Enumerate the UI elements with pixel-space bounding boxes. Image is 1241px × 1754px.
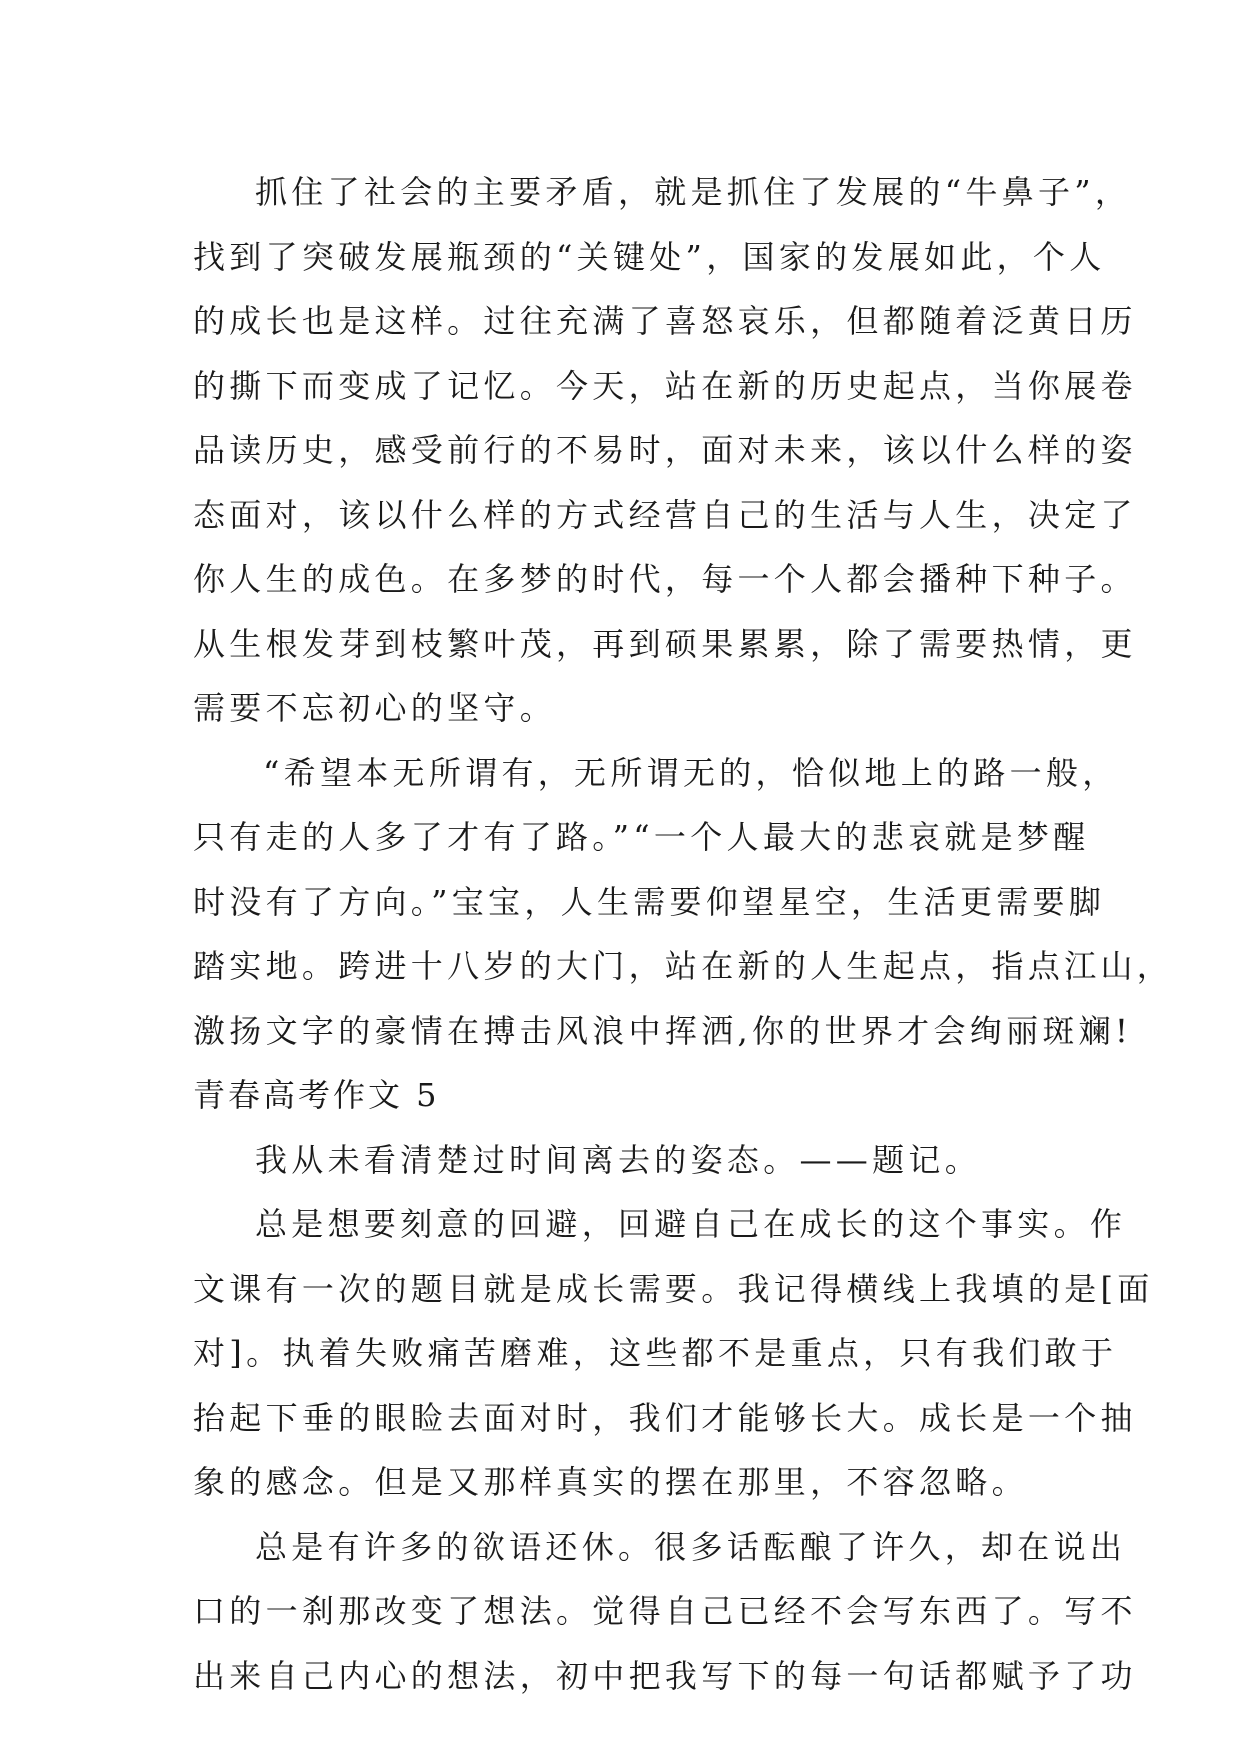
paragraph-line: 对]。执着失败痛苦磨难，这些都不是重点，只有我们敢于 (193, 1334, 1118, 1372)
paragraph-line: 踏实地。跨进十八岁的大门，站在新的人生起点，指点江山， (193, 947, 1174, 985)
paragraph-line: 的成长也是这样。过往充满了喜怒哀乐，但都随着泛黄日历 (193, 302, 1137, 340)
paragraph-line: 从生根发芽到枝繁叶茂，再到硕果累累，除了需要热情，更 (193, 624, 1137, 663)
paragraph-line: 找到了突破发展瓶颈的“关键处”，国家的发展如此，个人 (193, 237, 1106, 276)
paragraph-line: 品读历史，感受前行的不易时，面对未来，该以什么样的姿 (193, 431, 1137, 469)
paragraph-line: 总是有许多的欲语还休。很多话酝酿了许久，却在说出 (255, 1527, 1127, 1566)
section-heading: 青春高考作文 5 (193, 1076, 440, 1114)
document-body (193, 160, 1174, 1708)
paragraph-line: “希望本无所谓有，无所谓无的，恰似地上的路一般， (263, 753, 1119, 792)
paragraph-line: 的撕下而变成了记忆。今天，站在新的历史起点，当你展卷 (193, 366, 1137, 405)
paragraph-line: 你人生的成色。在多梦的时代，每一个人都会播种下种子。 (193, 560, 1137, 598)
paragraph-line: 激扬文字的豪情在搏击风浪中挥洒,你的世界才会绚丽斑斓! (193, 1011, 1133, 1050)
paragraph-line: 象的感念。但是又那样真实的摆在那里，不容忽略。 (193, 1463, 1028, 1501)
paragraph-line: 抬起下垂的眼睑去面对时，我们才能够长大。成长是一个抽 (193, 1398, 1137, 1437)
paragraph-line: 口的一刹那改变了想法。觉得自己已经不会写东西了。写不 (193, 1592, 1137, 1630)
paragraph-line: 文课有一次的题目就是成长需要。我记得横线上我填的是[面 (193, 1269, 1154, 1308)
paragraph-line: 抓住了社会的主要矛盾，就是抓住了发展的“牛鼻子”， (255, 173, 1132, 211)
paragraph-line: 态面对，该以什么样的方式经营自己的生活与人生，决定了 (193, 495, 1137, 534)
paragraph-line: 时没有了方向。”宝宝，人生需要仰望星空，生活更需要脚 (193, 882, 1106, 921)
paragraph-line: 总是想要刻意的回避，回避自己在成长的这个事实。作 (255, 1205, 1127, 1243)
paragraph-line: 我从未看清楚过时间离去的姿态。——题记。 (255, 1140, 982, 1179)
paragraph-line: 需要不忘初心的坚守。 (193, 689, 557, 727)
paragraph-line: 出来自己内心的想法，初中把我写下的每一句话都赋予了功 (193, 1656, 1137, 1695)
paragraph-line: 只有走的人多了才有了路。”“一个人最大的悲哀就是梦醒 (193, 818, 1090, 856)
